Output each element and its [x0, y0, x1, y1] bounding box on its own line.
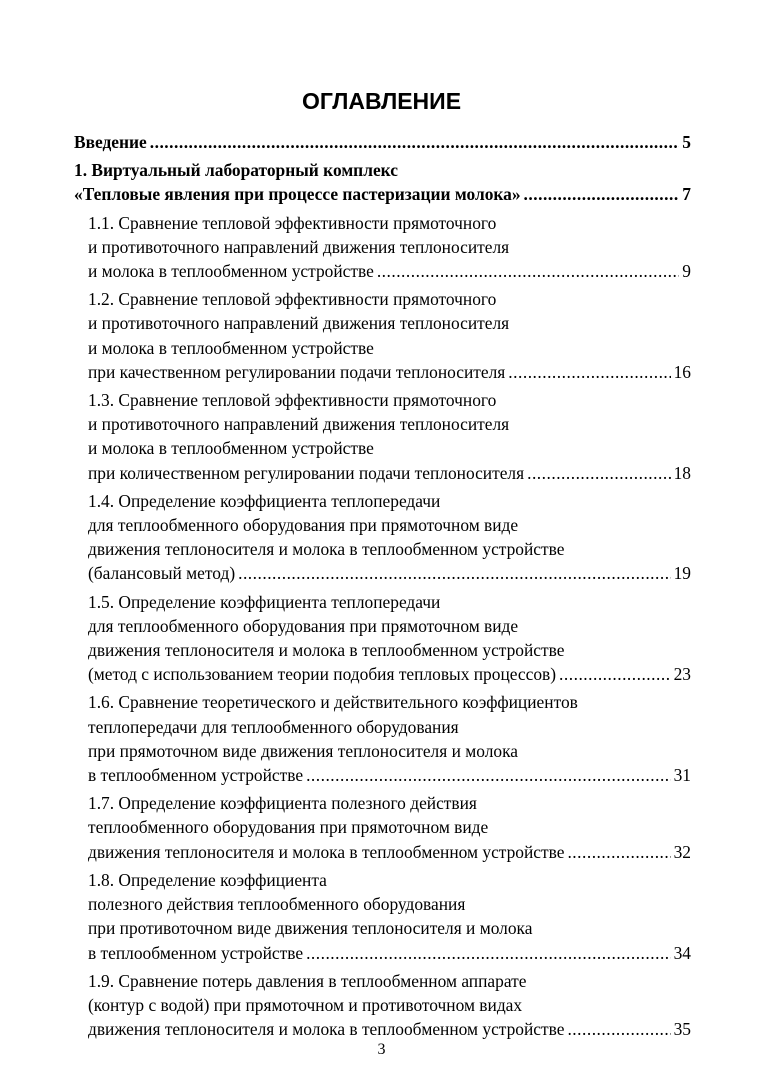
- toc-entry-text: движения теплоносителя и молока в теплообменном устройстве: [88, 841, 565, 862]
- toc-entry-text: 1.6. Сравнение теоретического и действительного коэффициентов: [88, 692, 578, 713]
- toc-entry-text: «Тепловые явления при процессе пастеризации молока»: [74, 184, 521, 205]
- toc-entry-1-5[interactable]: [74, 590, 691, 687]
- toc-page-number: 5: [682, 132, 691, 152]
- dot-leader: [150, 130, 680, 154]
- toc-entry-text: при прямоточном виде движения теплоносителя и молока: [88, 740, 518, 761]
- toc-page-number: 9: [682, 261, 691, 282]
- toc-entry-text: 1. Виртуальный лабораторный комплекс: [74, 160, 398, 181]
- toc-page-number: 19: [673, 563, 691, 584]
- toc-entry-text: и противоточного направлений движения теплоносителя: [88, 236, 510, 257]
- toc-entry-1-4[interactable]: [74, 489, 691, 586]
- toc-entry-text: 1.3. Сравнение тепловой эффективности прямоточного: [88, 390, 497, 411]
- toc-entry-text: при количественном регулировании подачи теплоносителя: [88, 462, 525, 483]
- toc-entry-last-line: [88, 259, 691, 283]
- toc-entry-text: 1.1. Сравнение тепловой эффективности прямоточного: [88, 212, 497, 233]
- toc-entry-1-8[interactable]: [74, 868, 691, 965]
- toc-entry-text: Введение: [74, 132, 147, 152]
- dot-leader: [559, 662, 671, 686]
- toc-entry-text: и молока в теплообменном устройстве: [88, 261, 374, 282]
- toc-entry-text: (контур с водой) при прямоточном и противоточном видах: [88, 994, 523, 1015]
- toc-entry-text: 1.4. Определение коэффициента теплопередачи: [88, 490, 441, 511]
- toc-entry-text: и молока в теплообменном устройстве: [88, 337, 374, 358]
- toc-entry-text: теплообменного оборудования при прямоточном виде: [88, 817, 489, 838]
- toc-entry-text: при качественном регулировании подачи теплоносителя: [88, 361, 506, 382]
- toc-entry-text: движения теплоносителя и молока в теплообменном устройстве: [88, 640, 565, 661]
- toc-entry-last-line: [88, 461, 691, 485]
- toc-entry-text: (метод с использованием теории подобия тепловых процессов): [88, 664, 557, 685]
- dot-leader: [377, 259, 679, 283]
- toc-entry-chapter-1[interactable]: [74, 158, 691, 206]
- toc-entry-last-line: [74, 130, 691, 154]
- toc-entry-text: для теплообменного оборудования при прямоточном виде: [88, 615, 519, 636]
- toc-entry-text: и молока в теплообменном устройстве: [88, 438, 374, 459]
- toc-entry-last-line: [88, 662, 691, 686]
- toc-page-number: 34: [673, 942, 691, 963]
- table-of-contents: [74, 130, 691, 1045]
- toc-entry-text: и противоточного направлений движения теплоносителя: [88, 414, 510, 435]
- dot-leader: [238, 561, 671, 585]
- toc-entry-last-line: [88, 763, 691, 787]
- toc-entry-text: 1.8. Определение коэффициента: [88, 869, 327, 890]
- toc-entry-text: (балансовый метод): [88, 563, 236, 584]
- toc-entry-last-line: [88, 941, 691, 965]
- toc-entry-text: 1.5. Определение коэффициента теплопередачи: [88, 591, 441, 612]
- dot-leader: [306, 941, 671, 965]
- toc-entry-text: в теплообменном устройстве: [88, 942, 304, 963]
- toc-page-number: 32: [673, 841, 691, 862]
- toc-page-number: 35: [673, 1019, 691, 1040]
- toc-entry-text: в теплообменном устройстве: [88, 765, 304, 786]
- toc-entry-text: при противоточном виде движения теплоносителя и молока: [88, 918, 533, 939]
- toc-entry-text: для теплообменного оборудования при прямоточном виде: [88, 515, 519, 536]
- toc-entry-last-line: [88, 360, 691, 384]
- toc-page-number: 7: [682, 184, 691, 205]
- toc-page-number: 31: [673, 765, 691, 786]
- toc-page-number: 18: [673, 462, 691, 483]
- toc-entry-text: теплопередачи для теплообменного оборудования: [88, 716, 459, 737]
- toc-entry-last-line: [88, 561, 691, 585]
- toc-entry-text: 1.2. Сравнение тепловой эффективности прямоточного: [88, 289, 497, 310]
- toc-entry-text: движения теплоносителя и молока в теплообменном устройстве: [88, 1019, 565, 1040]
- toc-entry-text: полезного действия теплообменного оборудования: [88, 894, 466, 915]
- toc-entry-text: движения теплоносителя и молока в теплообменном устройстве: [88, 539, 565, 560]
- toc-entry-1-7[interactable]: [74, 791, 691, 864]
- dot-leader: [306, 763, 671, 787]
- toc-entry-1-3[interactable]: [74, 388, 691, 485]
- toc-entry-text: 1.9. Сравнение потерь давления в теплообменном аппарате: [88, 970, 527, 991]
- dot-leader: [567, 840, 670, 864]
- toc-entry-last-line: [88, 840, 691, 864]
- toc-entry-last-line: [74, 182, 691, 206]
- toc-page-number: 16: [673, 361, 691, 382]
- page-number: 3: [377, 1041, 386, 1058]
- toc-entry-introduction[interactable]: [74, 130, 691, 154]
- dot-leader: [508, 360, 670, 384]
- toc-entry-1-6[interactable]: [74, 690, 691, 787]
- dot-leader: [527, 461, 671, 485]
- toc-entry-last-line: [88, 1017, 691, 1041]
- dot-leader: [524, 182, 680, 206]
- toc-entry-text: и противоточного направлений движения теплоносителя: [88, 313, 510, 334]
- toc-entry-1-9[interactable]: [74, 969, 691, 1042]
- page-title: ОГЛАВЛЕНИЕ: [301, 88, 462, 114]
- toc-entry-1-2[interactable]: [74, 287, 691, 384]
- toc-entry-text: 1.7. Определение коэффициента полезного действия: [88, 793, 477, 814]
- toc-page-number: 23: [673, 664, 691, 685]
- dot-leader: [567, 1017, 670, 1041]
- toc-entry-1-1[interactable]: [74, 211, 691, 284]
